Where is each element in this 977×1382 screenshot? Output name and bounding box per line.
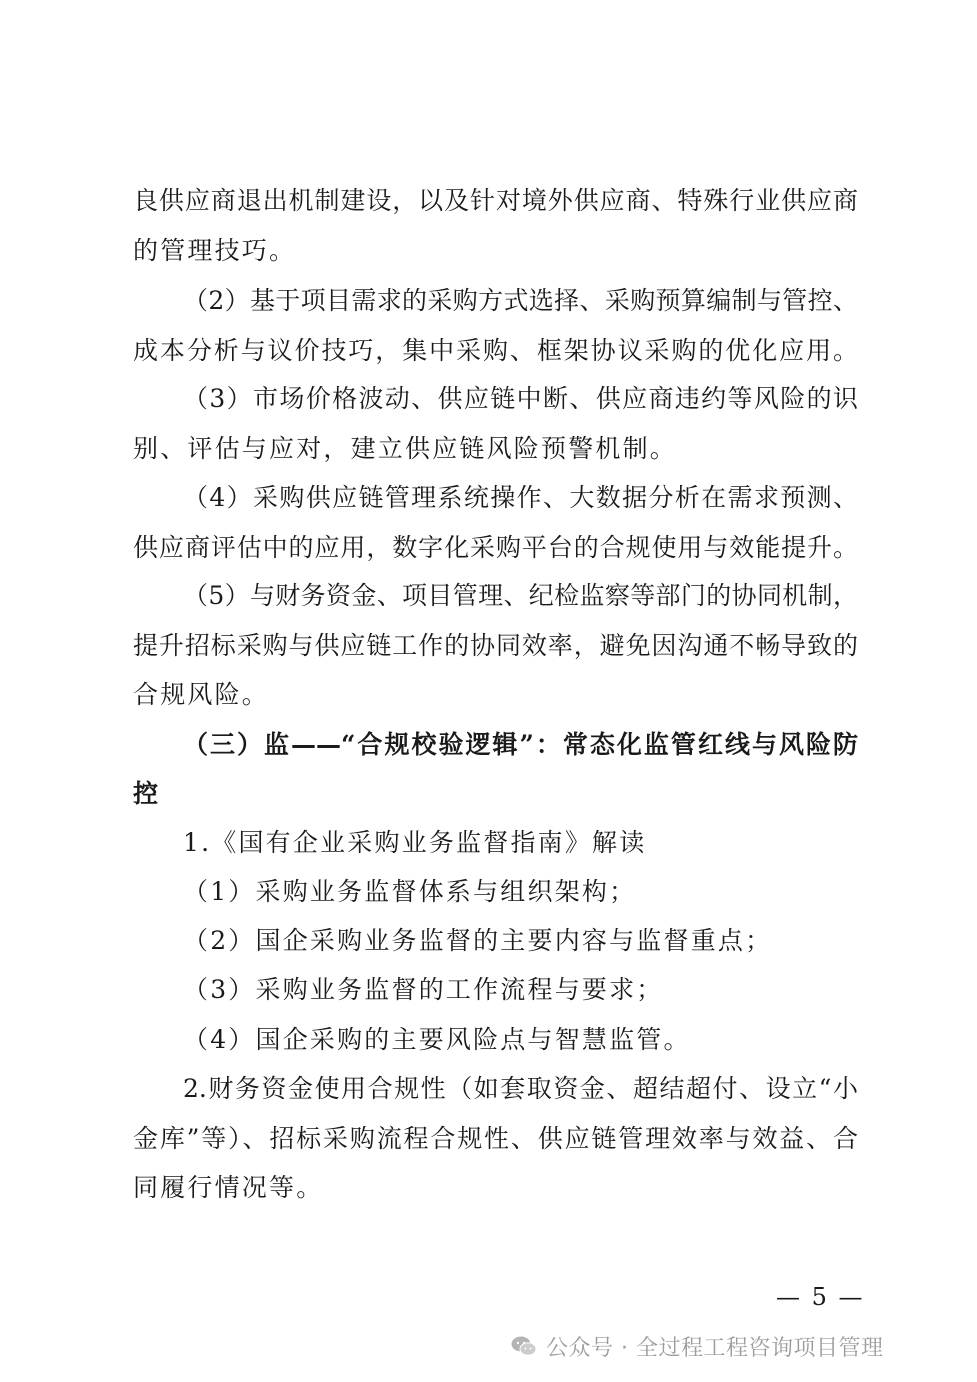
list-item-line: （5）与财务资金、项目管理、纪检监察等部门的协同机制， [183, 581, 858, 610]
paragraph-line: 的管理技巧。 [133, 236, 297, 265]
list-item-line: （4）采购供应链管理系统操作、大数据分析在需求预测、 [183, 483, 858, 512]
list-item-line: 提升招标采购与供应链工作的协同效率，避免因沟通不畅导致的 [133, 631, 858, 660]
wechat-icon [510, 1334, 538, 1358]
list-item-line: 合规风险。 [133, 680, 270, 709]
list-item-line: 供应商评估中的应用，数字化采购平台的合规使用与效能提升。 [133, 533, 858, 562]
list-item-line: （3）采购业务监督的工作流程与要求； [183, 975, 664, 1004]
list-item-line: 别、评估与应对，建立供应链风险预警机制。 [133, 434, 678, 463]
paragraph-line: 金库”等）、招标采购流程合规性、供应链管理效率与效益、合 [133, 1124, 858, 1153]
watermark-text: 公众号 · 全过程工程咨询项目管理 [546, 1335, 884, 1361]
list-item-line: 成本分析与议价技巧，集中采购、框架协议采购的优化应用。 [133, 336, 858, 365]
paragraph-line: 同履行情况等。 [133, 1173, 324, 1202]
subsection-heading: 1.《国有企业采购业务监督指南》解读 [183, 828, 647, 857]
list-item-line: （4）国企采购的主要风险点与智慧监管。 [183, 1025, 691, 1054]
section-heading: （三）监——“合规校验逻辑”：常态化监管红线与风险防 [183, 730, 858, 759]
list-item-line: （2）基于项目需求的采购方式选择、采购预算编制与管控、 [183, 286, 858, 315]
paragraph-line: 2.财务资金使用合规性（如套取资金、超结超付、设立“小 [183, 1074, 858, 1103]
list-item-line: （2）国企采购业务监督的主要内容与监督重点； [183, 926, 773, 955]
list-item-line: （1）采购业务监督体系与组织架构； [183, 877, 637, 906]
watermark [510, 1330, 883, 1362]
section-heading: 控 [133, 779, 161, 808]
list-item-line: （3）市场价格波动、供应链中断、供应商违约等风险的识 [183, 384, 858, 413]
paragraph-line: 良供应商退出机制建设，以及针对境外供应商、特殊行业供应商 [133, 186, 858, 215]
page-number: — 5 — [776, 1283, 865, 1311]
